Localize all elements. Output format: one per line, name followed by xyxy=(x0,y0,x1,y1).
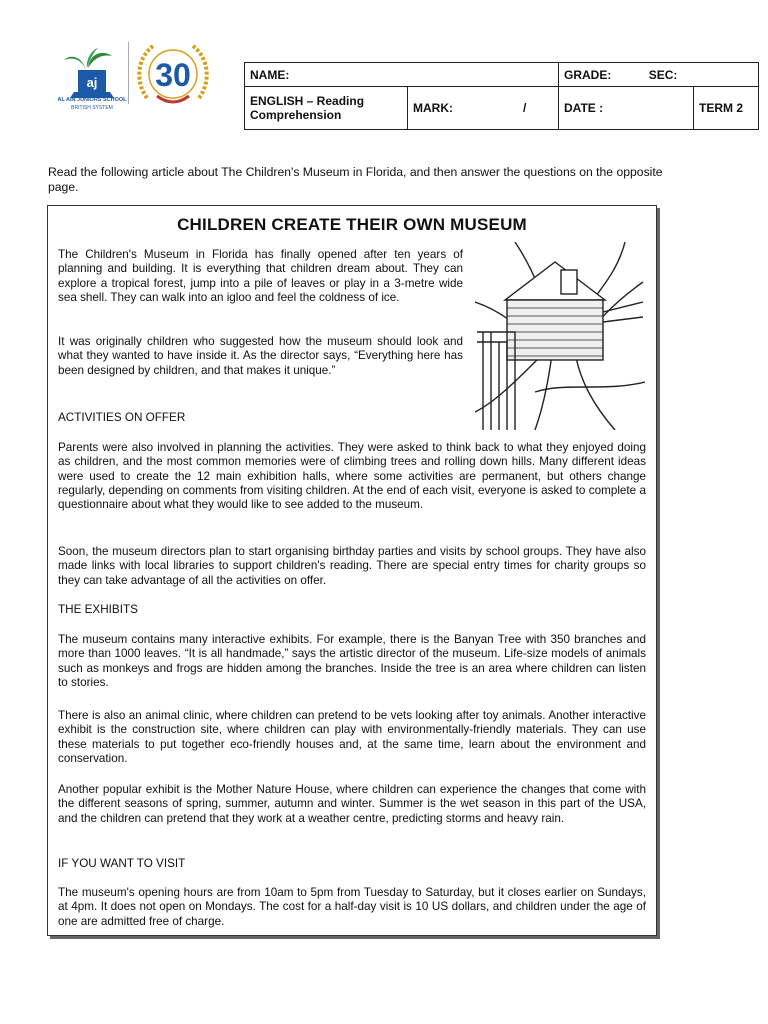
grade-sec-field[interactable] xyxy=(559,63,759,87)
term-label: TERM 2 xyxy=(699,101,744,116)
grade-label: GRADE: xyxy=(564,67,612,82)
paragraph-3: Parents were also involved in planning the activities. They were asked to think back to what they enjoyed doing as children, and the most common memories were of climbing trees and rolling down hills. Many different ideas were used to create the 12 main exhibition halls, where some activities are permanent, but others change regularly, depending on comments from visiting children. At the end of each visit, everyone is asked to complete a questionnaire about what they would like to see added to the museum. xyxy=(58,441,646,512)
school-name: AL AIN JUNIORS SCHOOL xyxy=(57,97,127,103)
article-title: CHILDREN CREATE THEIR OWN MUSEUM xyxy=(177,215,527,234)
mark-field[interactable] xyxy=(408,87,519,130)
mark-separator: / xyxy=(523,101,527,116)
heading-activities: ACTIVITIES ON OFFER xyxy=(58,411,186,424)
paragraph-7: Another popular exhibit is the Mother Nature House, where children can experience the changes that come with the different seasons of spring, summer, autumn and winter. Summer is the wet season in this part of the USA, and the children can pretend that they work at a weather centre, predicting storms and heavy rain. xyxy=(58,783,646,825)
mark-separator-cell xyxy=(518,87,559,130)
treehouse-illustration-icon xyxy=(475,242,645,430)
sec-label: SEC: xyxy=(648,67,678,82)
term-cell xyxy=(694,87,759,130)
mark-label: MARK: xyxy=(413,101,453,116)
logo-divider xyxy=(128,42,129,104)
paragraph-1: The Children's Museum in Florida has finally opened after ten years of planning and building. It is everything that children dream about. They can explore a tropical forest, jump into a pile of leaves or play in a 3-metre wide sea shell. They can walk into an igloo and feel the coldness of ice. xyxy=(58,248,463,304)
paragraph-6: There is also an animal clinic, where children can pretend to be vets looking after toy animals. Another interactive exhibit is the construction site, where children can play with environmentally-friendly materials. They can use these materials to put together eco-friendly houses and, at the same time, learn about the environment and conservation. xyxy=(58,709,646,765)
heading-exhibits: THE EXHIBITS xyxy=(58,603,138,616)
logo-block xyxy=(56,36,216,116)
school-monogram: aj xyxy=(86,75,98,90)
date-label: DATE : xyxy=(564,101,604,116)
subject-label: ENGLISH – Reading Comprehension xyxy=(250,94,365,123)
date-field[interactable] xyxy=(559,87,694,130)
name-field[interactable] xyxy=(245,63,559,87)
subject-cell xyxy=(245,87,408,130)
paragraph-5: The museum contains many interactive exhibits. For example, there is the Banyan Tree with 350 branches and more than 1000 leaves. “It is all handmade,” says the artistic director of the museum. Life-size models of animals such as monkeys and frogs are hidden among the branches. Inside the tree is an area where children can listen to stories. xyxy=(58,633,646,689)
anniversary-logo-icon xyxy=(133,38,213,110)
anniversary-number: 30 xyxy=(155,57,191,93)
paragraph-4: Soon, the museum directors plan to start organising birthday parties and visits by school groups. They have also made links with local libraries to support children's reading. There are special entry times for charity groups so they can take advantage of all the activities on offer. xyxy=(58,545,646,587)
heading-visit: IF YOU WANT TO VISIT xyxy=(58,857,186,870)
article-box xyxy=(47,205,657,936)
instructions: Read the following article about The Children's Museum in Florida, and then answer the questions on the opposite page. xyxy=(48,165,663,194)
school-subtitle: BRITISH SYSTEM xyxy=(71,105,113,111)
paragraph-2: It was originally children who suggested how the museum should look and what they wanted to have inside it. As the director says, “Everything here has been designed by children, and that makes it unique.” xyxy=(58,335,463,377)
student-info-table xyxy=(244,62,759,130)
school-logo-icon xyxy=(56,36,128,116)
name-label: NAME: xyxy=(250,67,290,82)
paragraph-8: The museum's opening hours are from 10am to 5pm from Tuesday to Saturday, but it closes earlier on Sundays, at 4pm. It does not open on Mondays. The cost for a half-day visit is 10 US dollars, and children under the age of one are admitted free of charge. xyxy=(58,886,646,928)
